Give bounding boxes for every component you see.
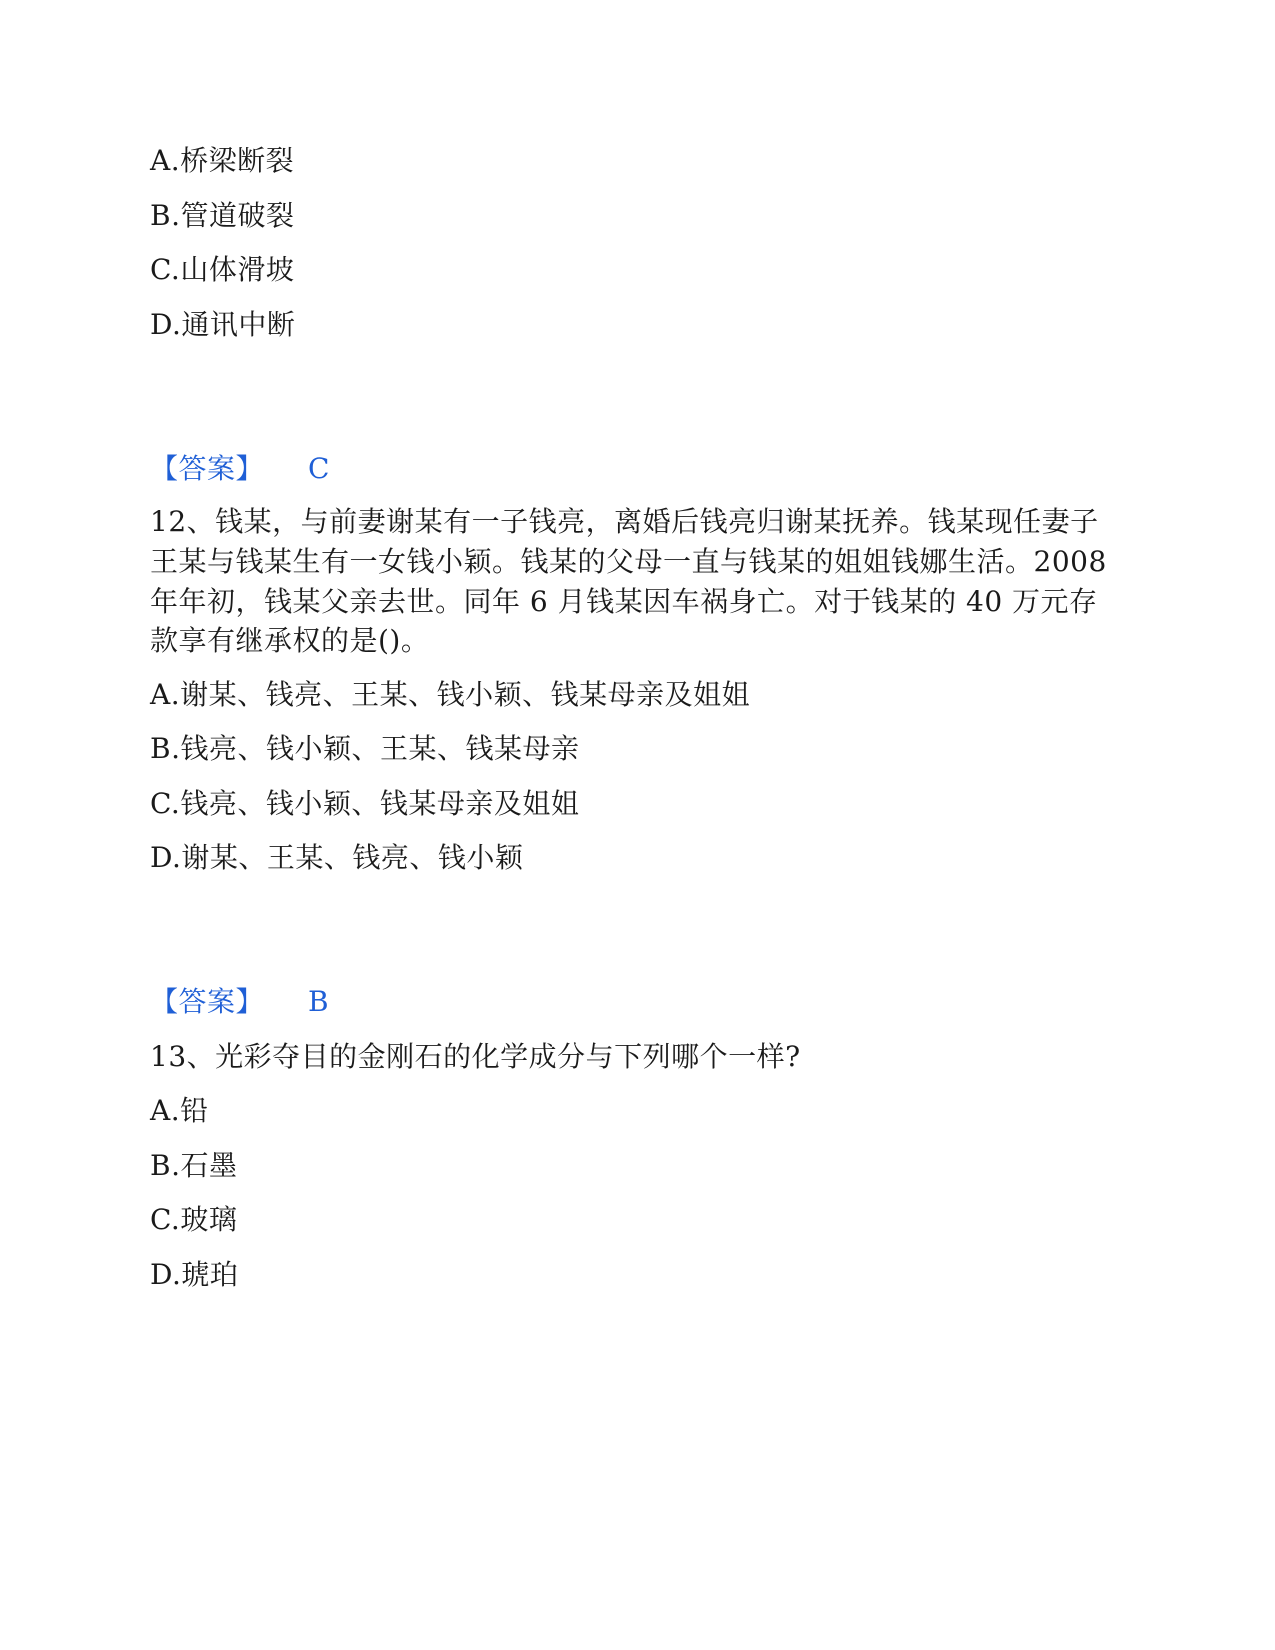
answer-value: B bbox=[308, 985, 330, 1018]
answer-row bbox=[150, 984, 330, 1020]
q12-option-a: A.谢某、钱亮、王某、钱小颖、钱某母亲及姐姐 bbox=[150, 678, 751, 711]
question-12-line-1: 12、钱某，与前妻谢某有一子钱亮，离婚后钱亮归谢某抚养。钱某现任妻子 bbox=[150, 505, 1099, 538]
q12-option-d: D.谢某、王某、钱亮、钱小颖 bbox=[150, 841, 524, 874]
q13-option-c: C.玻璃 bbox=[150, 1203, 238, 1236]
answer-value: C bbox=[308, 452, 330, 485]
question-13-text: 13、光彩夺目的金刚石的化学成分与下列哪个一样? bbox=[150, 1040, 801, 1073]
q12-option-c: C.钱亮、钱小颖、钱某母亲及姐姐 bbox=[150, 787, 580, 820]
option-b: B.管道破裂 bbox=[150, 199, 295, 232]
option-c: C.山体滑坡 bbox=[150, 253, 295, 286]
q13-option-d: D.琥珀 bbox=[150, 1258, 239, 1291]
question-12-line-2: 王某与钱某生有一女钱小颖。钱某的父母一直与钱某的姐姐钱娜生活。2008 bbox=[150, 545, 1107, 578]
option-a: A.桥梁断裂 bbox=[150, 144, 295, 177]
answer-row bbox=[150, 451, 330, 487]
q13-option-b: B.石墨 bbox=[150, 1149, 238, 1182]
q13-option-a: A.铅 bbox=[150, 1094, 209, 1127]
answer-label: 【答案】 bbox=[150, 452, 265, 485]
option-d: D.通讯中断 bbox=[150, 308, 296, 341]
answer-label: 【答案】 bbox=[150, 985, 265, 1018]
question-12-line-4: 款享有继承权的是()。 bbox=[150, 624, 430, 657]
question-12-line-3: 年年初，钱某父亲去世。同年 6 月钱某因车祸身亡。对于钱某的 40 万元存 bbox=[150, 585, 1098, 618]
q12-option-b: B.钱亮、钱小颖、王某、钱某母亲 bbox=[150, 732, 580, 765]
